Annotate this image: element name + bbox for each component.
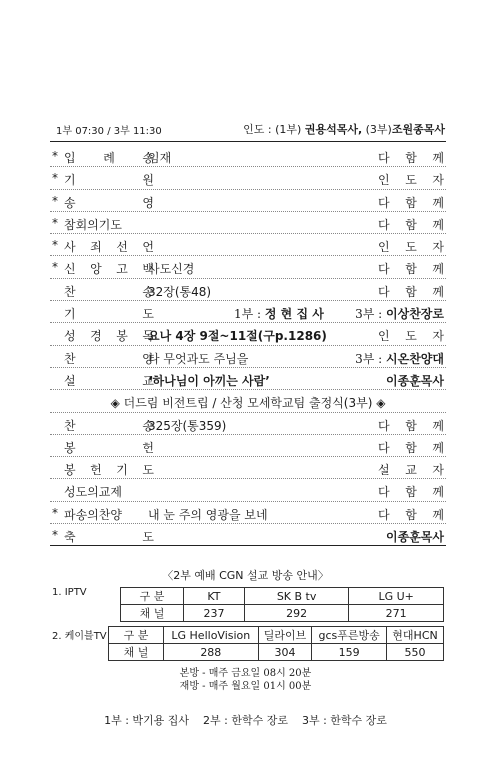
order-row: [50, 279, 446, 301]
sermon-row: [50, 368, 446, 390]
row-desc: 내 눈 주의 영광을 보네: [148, 507, 268, 522]
row-title: 기 원: [64, 173, 154, 188]
cable-label: 2. 케이블TV: [52, 631, 107, 642]
star-mark: *: [52, 238, 58, 253]
leader-prefix: 인도 : (1부): [243, 123, 305, 136]
row-title: 입 례 송: [64, 151, 154, 165]
notice-text: ◈ 더드림 비전트립 / 산청 모세학교팀 출정식(3부) ◈: [110, 396, 386, 411]
row-right: 이종훈목사: [386, 373, 444, 388]
table-row: [109, 644, 444, 661]
row-title: 찬 송: [64, 284, 154, 299]
table-header: KT: [184, 588, 245, 605]
row-title: 신 앙 고 백: [64, 262, 154, 277]
row-right: 이종훈목사: [386, 530, 444, 545]
row-right: 인 도 자: [378, 329, 444, 344]
header: [52, 121, 445, 137]
row-title: 파송의찬양: [64, 507, 122, 522]
row-right: 다 함 께: [378, 262, 444, 277]
row-title: 송 영: [64, 195, 154, 210]
top-rule: [50, 141, 446, 142]
choir-name-text: 시온찬양대: [386, 351, 444, 366]
notice-row: [50, 390, 446, 412]
row-desc: 325장(통359): [148, 418, 227, 433]
row-title: 설 교: [64, 373, 154, 388]
row-desc: 요나 4장 9절~11절(구p.1286): [148, 329, 327, 344]
prayer-first-name: 정 현 집 사: [264, 307, 324, 322]
order-row: [50, 167, 446, 189]
prayer-third-name: 이상찬장로: [386, 307, 444, 322]
table-cell: 271: [349, 605, 444, 622]
broadcast-title: 〈2부 예배 CGN 설교 방송 안내〉: [162, 569, 329, 582]
order-row: [50, 256, 446, 278]
row-right: 다 함 께: [378, 195, 444, 210]
table-header: 구 분: [121, 588, 184, 605]
prayer-first-label: 1부 :: [234, 307, 265, 322]
order-row: [50, 234, 446, 256]
row-right: 다 함 께: [378, 507, 444, 522]
order-row: [50, 190, 446, 212]
sermon-title: ‘하나님이 아끼는 사람’: [148, 373, 270, 388]
row-title: 축 도: [64, 530, 154, 545]
leader-1: 권용석목사,: [304, 123, 363, 136]
order-row: [50, 524, 446, 546]
star-mark: *: [52, 528, 58, 543]
table-header: LG U+: [349, 588, 444, 605]
row-title: 성 경 봉 독: [64, 329, 154, 344]
row-title: 성도의교제: [64, 485, 122, 500]
first-broadcast: 본방 - 매주 금요일 08시 20분: [179, 668, 312, 679]
order-row: [50, 212, 446, 234]
prayer-first: [234, 305, 324, 322]
iptv-label: 1. IPTV: [52, 587, 87, 598]
reading-row: [50, 323, 446, 345]
order-of-service: [50, 145, 446, 546]
leaders: [243, 121, 445, 137]
choir-row: [50, 346, 446, 368]
star-mark: *: [52, 215, 58, 230]
row-right: 설 교 자: [378, 463, 444, 478]
prayer-third: [355, 305, 444, 322]
rerun-broadcast: 재방 - 매주 월요일 01시 00분: [179, 681, 312, 692]
order-row: [50, 502, 446, 524]
row-title: 찬 양: [64, 351, 154, 366]
row-title: 봉 헌: [64, 440, 154, 455]
row-right: 다 함 께: [378, 418, 444, 433]
row-right: 다 함 께: [378, 217, 444, 232]
table-header: gcs푸른방송: [312, 627, 387, 644]
prayer-row: [50, 301, 446, 323]
table-header: LG HelloVision: [164, 627, 259, 644]
order-row: [50, 435, 446, 457]
row-right: 다 함 께: [378, 440, 444, 455]
row-title: 봉 헌 기 도: [64, 463, 154, 478]
order-row: [50, 479, 446, 501]
table-row: [121, 588, 444, 605]
order-row: [50, 145, 446, 167]
table-cell: 292: [244, 605, 348, 622]
star-mark: *: [52, 260, 58, 275]
table-cell: 237: [184, 605, 245, 622]
row-right: 인 도 자: [378, 173, 444, 188]
row-desc: 사도신경: [148, 262, 195, 277]
row-right: 다 함 께: [378, 284, 444, 299]
choir-label: 3부 :: [355, 351, 387, 366]
footer: 1부 : 박기용 집사 2부 : 한학수 장로 3부 : 한학수 장로: [104, 714, 387, 727]
table-header: 현대HCN: [387, 627, 444, 644]
table-header: 구 분: [109, 627, 164, 644]
table-cell: 288: [164, 644, 259, 661]
table-header: 채 널: [121, 605, 184, 622]
row-title: 사 죄 선 언: [64, 240, 154, 255]
table-header: 딜라이브: [258, 627, 312, 644]
table-row: [109, 627, 444, 644]
order-row: [50, 413, 446, 435]
row-title: 참회의기도: [64, 217, 122, 232]
table-cell: 304: [258, 644, 312, 661]
row-desc: 32장(통48): [148, 284, 212, 299]
order-row: [50, 457, 446, 479]
star-mark: *: [52, 505, 58, 520]
star-mark: *: [52, 149, 58, 163]
row-desc: 임재: [148, 151, 172, 165]
table-header: 채 널: [109, 644, 164, 661]
row-title: 찬 송: [64, 418, 154, 433]
table-cell: 550: [387, 644, 444, 661]
leader-3: 조원종목사: [391, 123, 445, 136]
star-mark: *: [52, 193, 58, 208]
cable-table: [108, 626, 444, 661]
prayer-third-label: 3부 :: [355, 307, 387, 322]
table-cell: 159: [312, 644, 387, 661]
row-right: 다 함 께: [378, 485, 444, 500]
choir-name: [355, 350, 444, 367]
star-mark: *: [52, 171, 58, 186]
table-row: [121, 605, 444, 622]
iptv-table: [120, 587, 444, 622]
row-title: 기 도: [64, 307, 154, 322]
row-desc: 나 무엇과도 주님을: [148, 351, 249, 366]
row-right: 인 도 자: [378, 240, 444, 255]
table-header: SK B tv: [244, 588, 348, 605]
row-right: 다 함 께: [378, 151, 444, 165]
leader-mid: (3부): [362, 123, 392, 136]
service-times: 1부 07:30 / 3부 11:30: [56, 126, 162, 137]
